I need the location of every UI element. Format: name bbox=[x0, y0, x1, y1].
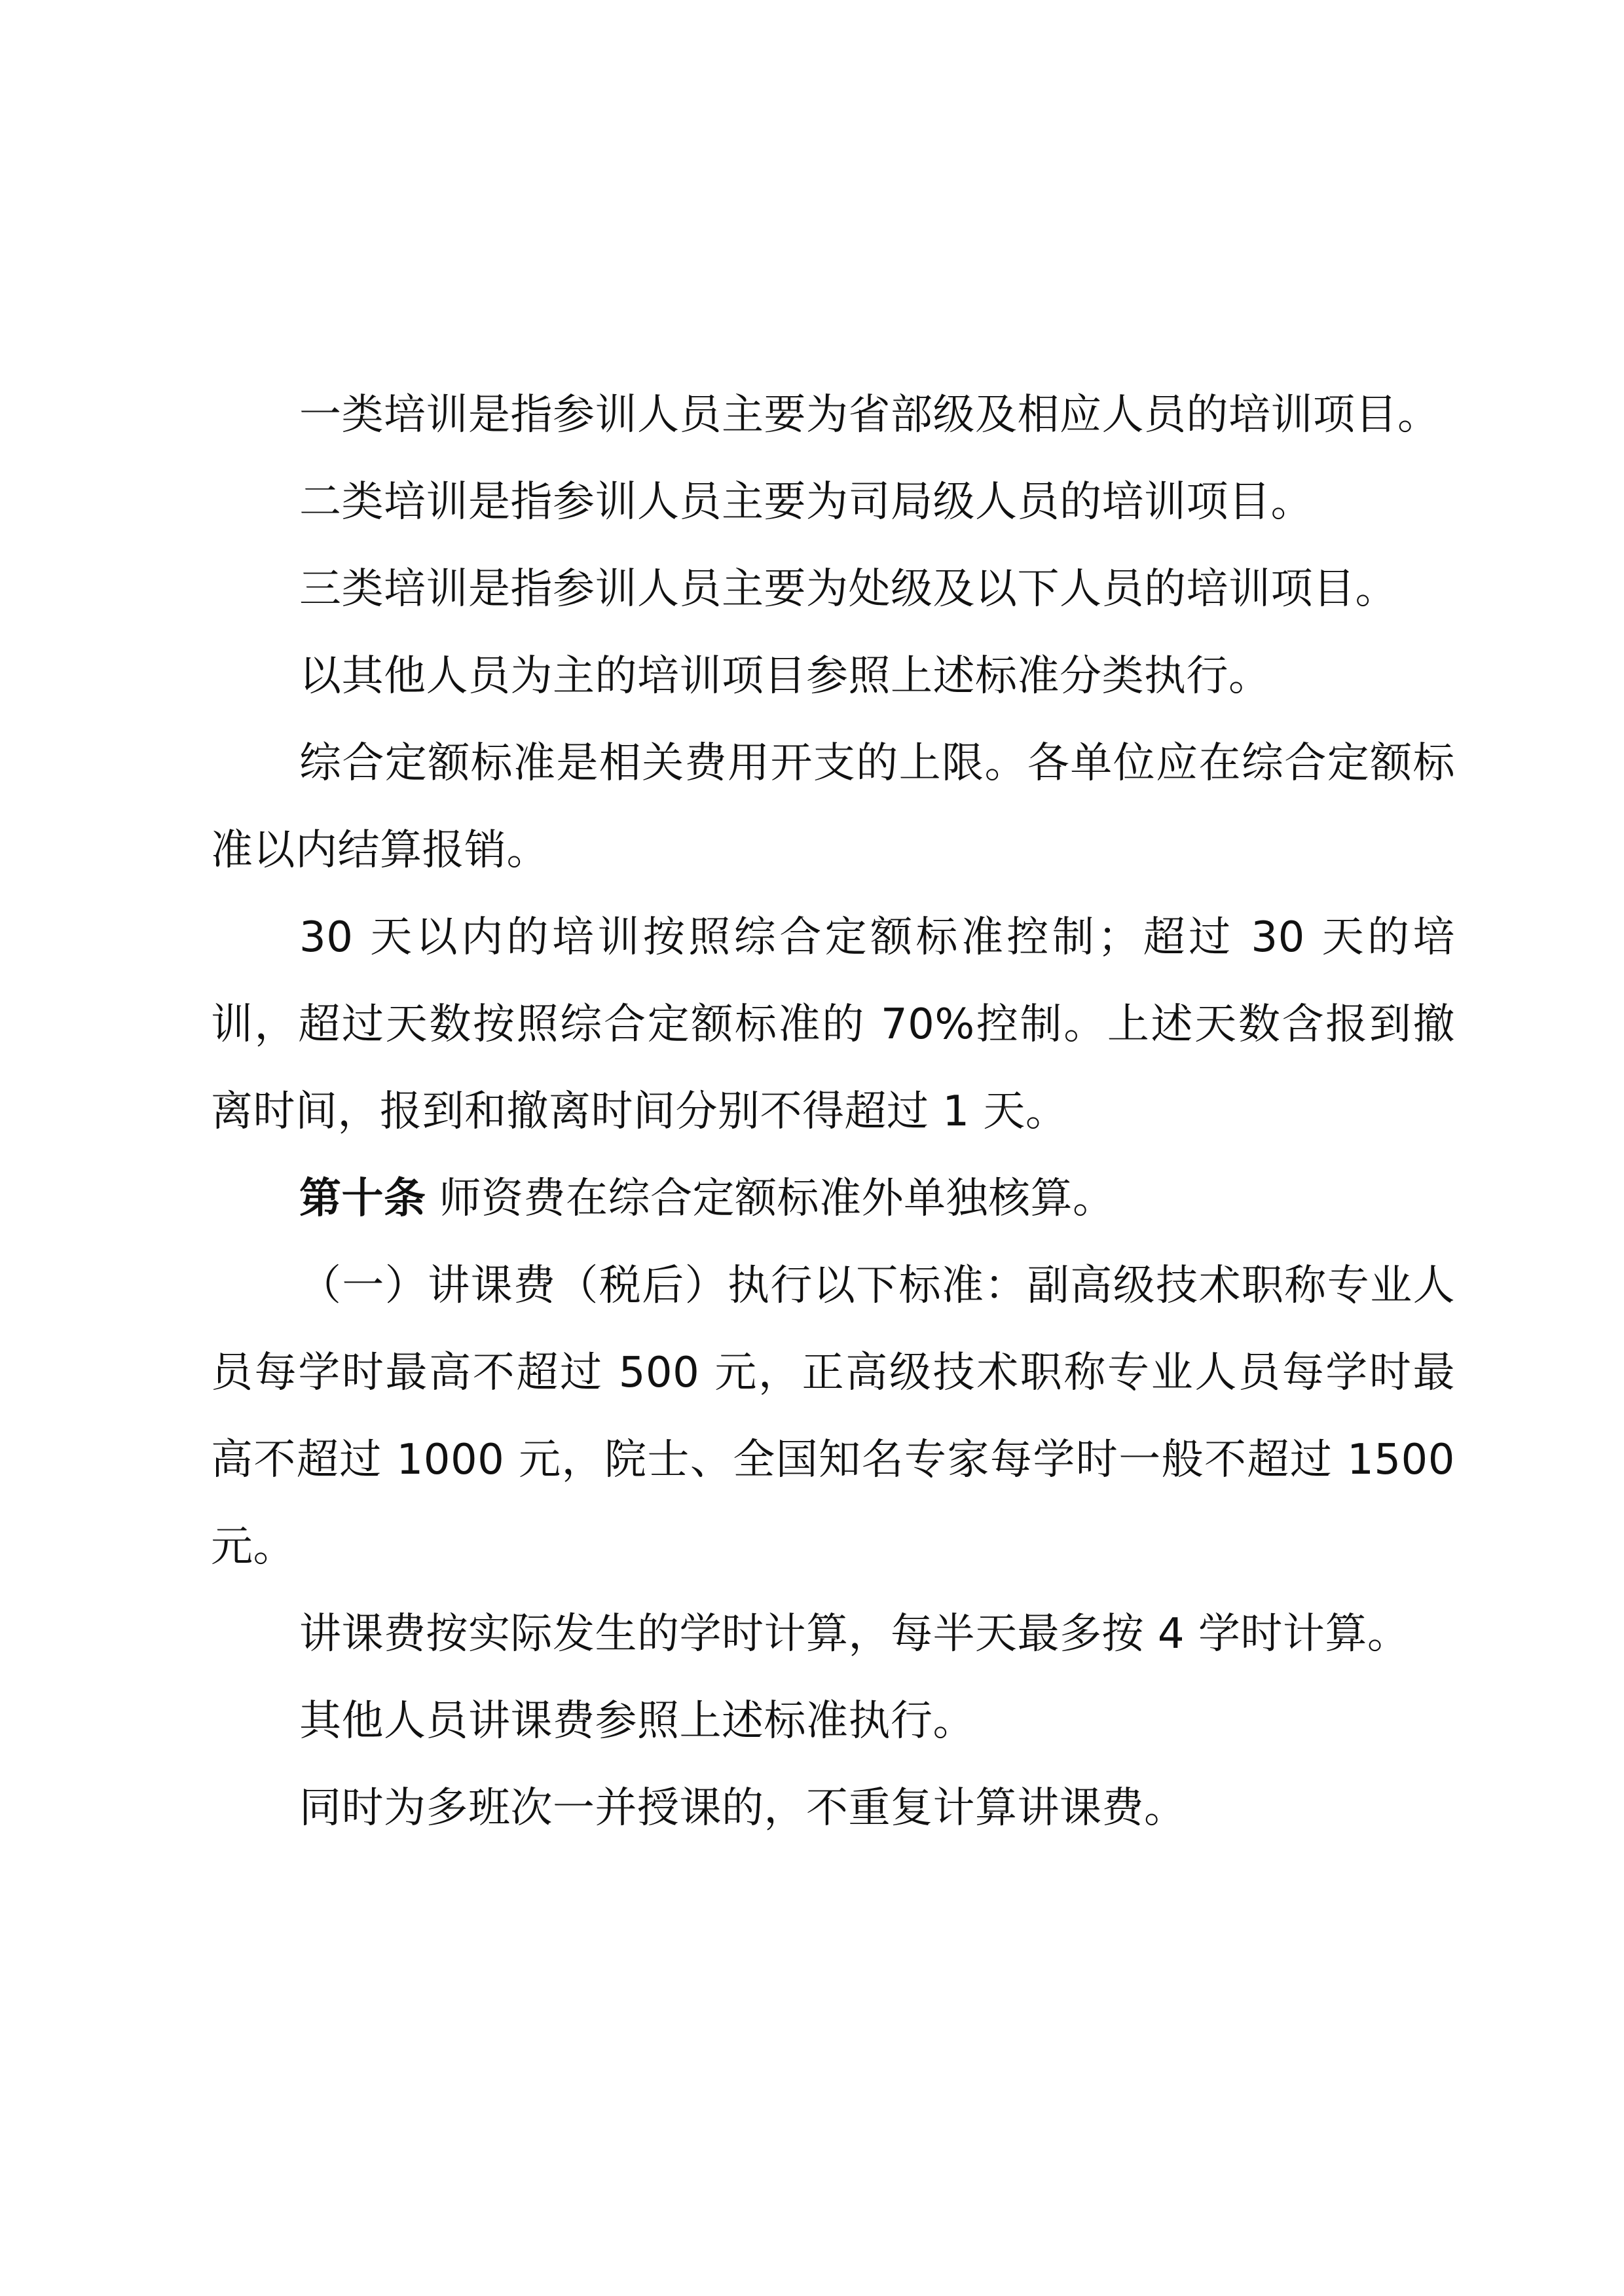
paragraph-other-personnel: 以其他人员为主的培训项目参照上述标准分类执行。 bbox=[299, 652, 1271, 701]
article-10 bbox=[211, 1156, 1455, 1243]
paragraph-class-one-training: 一类培训是指参训人员主要为省部级及相应人员的培训项目。 bbox=[299, 391, 1440, 439]
paragraph-class-three-training: 三类培训是指参训人员主要为处级及以下人员的培训项目。 bbox=[299, 565, 1397, 613]
paragraph-quota-limit: 综合定额标准是相关费用开支的上限。各单位应在综合定额标准以内结算报销。 bbox=[211, 739, 1455, 875]
paragraph-class-two-training: 二类培训是指参训人员主要为司局级人员的培训项目。 bbox=[299, 478, 1313, 526]
paragraph-multi-class: 同时为多班次一并授课的，不重复计算讲课费。 bbox=[299, 1784, 1187, 1832]
paragraph-lecture-fee-standard: （一）讲课费（税后）执行以下标准：副高级技术职称专业人员每学时最高不超过 500 元，正高级技术职称专业人员每学时最高不超过 1000 元，院士、全国知名专家每学时一般不超过 1500 元。 bbox=[211, 1262, 1455, 1571]
article-10-label: 第十条 bbox=[299, 1175, 426, 1223]
paragraph-other-lecturers: 其他人员讲课费参照上述标准执行。 bbox=[299, 1697, 975, 1745]
paragraph-lecture-fee-hours: 讲课费按实际发生的学时计算，每半天最多按 4 学时计算。 bbox=[299, 1610, 1410, 1658]
article-10-text: 师资费在综合定额标准外单独核算。 bbox=[439, 1175, 1115, 1223]
paragraph-duration-rules: 30 天以内的培训按照综合定额标准控制；超过 30 天的培训，超过天数按照综合定额标准的 70%控制。上述天数含报到撤离时间，报到和撤离时间分别不得超过 1 天。 bbox=[211, 913, 1455, 1136]
document-body bbox=[211, 372, 1455, 1852]
